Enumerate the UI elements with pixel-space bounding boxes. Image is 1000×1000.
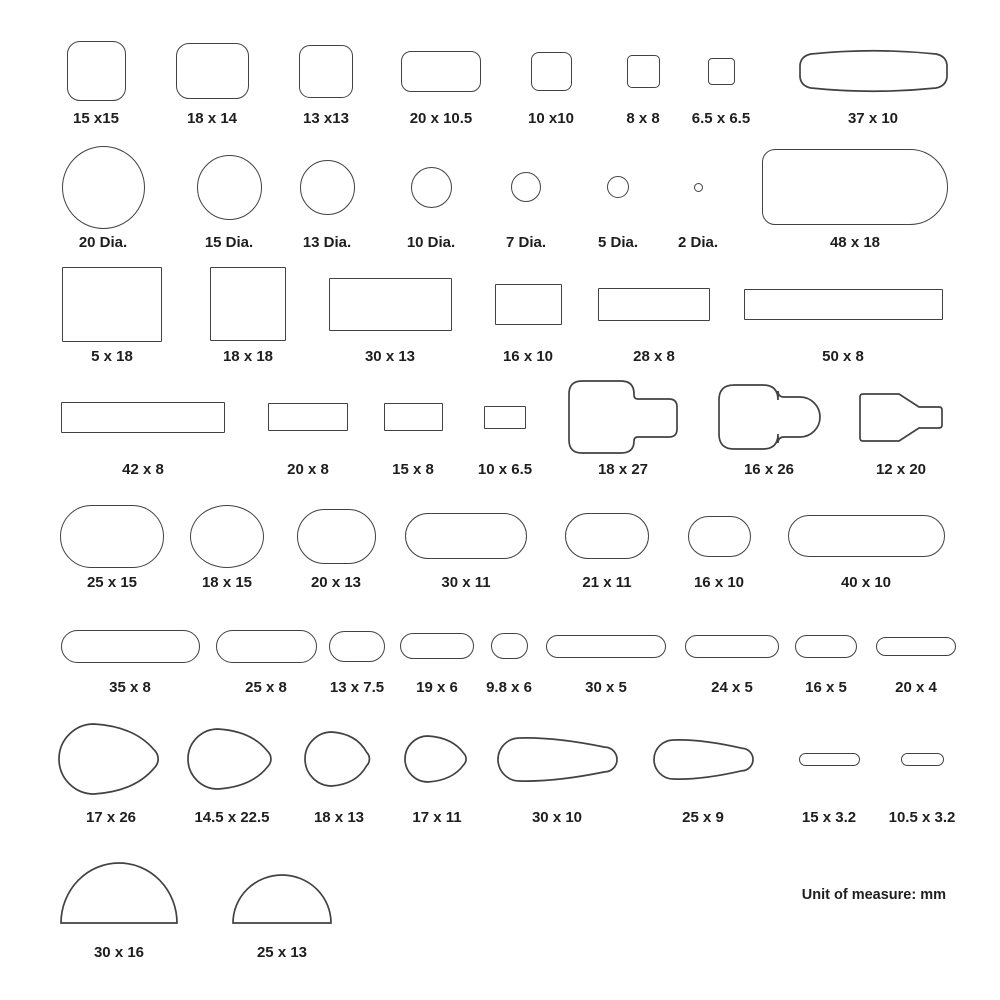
size-label: 18 x 14	[186, 110, 238, 127]
size-label: 15 x 8	[392, 461, 434, 478]
shape-outline-stadium-5-4	[491, 633, 528, 659]
shape-outline-circle-1-4	[511, 172, 541, 202]
size-label: 14.5 x 22.5	[194, 809, 270, 826]
size-label: 16 x 10	[502, 348, 554, 365]
size-label: 20 x 13	[310, 574, 362, 591]
size-label: 5 Dia.	[597, 234, 639, 251]
size-label: 13 x13	[303, 110, 349, 127]
shape-outline-stadium-5-1	[216, 630, 317, 663]
shape-outline-stadium-4-4	[565, 513, 649, 559]
shape-outline-rect-2-3	[495, 284, 562, 325]
size-label: 20 x 10.5	[409, 110, 473, 127]
shape-outline-stadium-5-0	[61, 630, 200, 663]
size-label: 13 Dia.	[302, 234, 352, 251]
size-label: 16 x 26	[743, 461, 795, 478]
size-label: 10 x10	[528, 110, 574, 127]
shape-outline-teardrop-6-1	[187, 728, 277, 790]
size-label: 40 x 10	[840, 574, 892, 591]
shape-outline-rrect-0-6	[708, 58, 735, 85]
shape-outline-circle-1-6	[694, 183, 703, 192]
shape-outline-rrect-0-3	[401, 51, 481, 92]
shape-outline-keyhole-square-3-4	[568, 380, 678, 454]
shape-outline-teardrop-6-3	[404, 735, 471, 783]
shape-outline-halfcircle-7-1	[232, 874, 332, 924]
size-label: 8 x 8	[626, 110, 660, 127]
shape-outline-rect-2-1	[210, 267, 286, 341]
shape-outline-ellipse-4-1	[190, 505, 264, 568]
shape-outline-rect-3-1	[268, 403, 348, 431]
shape-outline-rrect-0-2	[299, 45, 353, 98]
size-label: 9.8 x 6	[486, 679, 532, 696]
size-label: 12 x 20	[875, 461, 927, 478]
size-label: 2 Dia.	[677, 234, 719, 251]
shape-outline-rect-2-0	[62, 267, 162, 342]
size-label: 25 x 9	[682, 809, 724, 826]
shape-outline-circle-1-3	[411, 167, 452, 208]
shape-outline-rect-3-0	[61, 402, 225, 433]
shape-outline-circle-1-5	[607, 176, 629, 198]
size-label: 48 x 18	[829, 234, 881, 251]
shape-outline-halfcircle-7-0	[60, 862, 178, 924]
size-label: 20 x 8	[287, 461, 329, 478]
size-label: 30 x 16	[93, 944, 145, 961]
shape-outline-rrect-0-1	[176, 43, 249, 99]
shape-outline-rect-2-5	[744, 289, 943, 320]
size-label: 19 x 6	[416, 679, 458, 696]
shape-outline-lens-0-7	[799, 49, 948, 93]
size-label: 6.5 x 6.5	[691, 110, 751, 127]
shape-outline-paddle-6-4	[497, 737, 618, 782]
shape-outline-rect-2-4	[598, 288, 710, 321]
shape-outline-rrect-0-4	[531, 52, 572, 91]
size-label: 18 x 18	[222, 348, 274, 365]
size-label: 13 x 7.5	[329, 679, 385, 696]
shape-outline-stadium-5-2	[329, 631, 385, 662]
shape-outline-dshape-1-7	[762, 149, 948, 225]
size-label: 5 x 18	[91, 348, 133, 365]
shape-outline-teardrop-6-2	[304, 731, 375, 787]
shape-outline-stadium-5-8	[876, 637, 956, 656]
size-label: 15 x 3.2	[801, 809, 857, 826]
size-label: 25 x 13	[256, 944, 308, 961]
size-label: 24 x 5	[711, 679, 753, 696]
size-label: 20 Dia.	[78, 234, 128, 251]
shape-outline-keyhole-knob-3-5	[718, 384, 821, 450]
shape-outline-stadium-6-6	[799, 753, 860, 766]
size-label: 42 x 8	[122, 461, 164, 478]
size-label: 15 x15	[73, 110, 119, 127]
shape-outline-stadium-4-2	[297, 509, 376, 564]
shape-outline-paddle-6-5	[653, 739, 754, 780]
size-label: 28 x 8	[633, 348, 675, 365]
size-label: 30 x 11	[441, 574, 491, 591]
shape-outline-rect-3-3	[484, 406, 526, 429]
size-label: 17 x 11	[412, 809, 462, 826]
size-label: 30 x 13	[364, 348, 416, 365]
size-label: 50 x 8	[822, 348, 864, 365]
shape-outline-stadium-5-3	[400, 633, 474, 659]
size-label: 35 x 8	[109, 679, 151, 696]
shape-outline-rrect-0-5	[627, 55, 660, 88]
size-label: 16 x 10	[693, 574, 745, 591]
size-label: 17 x 26	[85, 809, 137, 826]
size-label: 10 Dia.	[406, 234, 456, 251]
shape-outline-stadium-4-5	[688, 516, 751, 557]
shape-outline-rect-2-2	[329, 278, 452, 331]
size-label: 16 x 5	[805, 679, 847, 696]
shape-outline-stadium-6-7	[901, 753, 944, 766]
shape-outline-stadium-5-7	[795, 635, 857, 658]
shape-outline-stadium-4-3	[405, 513, 527, 559]
shape-outline-rect-3-2	[384, 403, 443, 431]
size-label: 37 x 10	[847, 110, 899, 127]
size-label: 10.5 x 3.2	[888, 809, 956, 826]
unit-of-measure-note: Unit of measure: mm	[801, 887, 946, 903]
size-label: 18 x 13	[313, 809, 365, 826]
size-label: 15 Dia.	[204, 234, 254, 251]
size-label: 30 x 10	[531, 809, 583, 826]
shape-outline-circle-1-1	[197, 155, 262, 220]
shape-outline-stadium-5-5	[546, 635, 666, 658]
shape-outline-stadium-4-0	[60, 505, 164, 568]
size-label: 25 x 8	[245, 679, 287, 696]
shape-outline-stadium-5-6	[685, 635, 779, 658]
shape-outline-circle-1-0	[62, 146, 145, 229]
size-label: 7 Dia.	[505, 234, 547, 251]
shape-outline-teardrop-6-0	[58, 723, 165, 795]
shape-outline-circle-1-2	[300, 160, 355, 215]
size-label: 25 x 15	[86, 574, 138, 591]
size-label: 21 x 11	[582, 574, 632, 591]
size-label: 30 x 5	[585, 679, 627, 696]
shape-outline-taper-plug-3-6	[859, 393, 943, 442]
shape-outline-rrect-0-0	[67, 41, 126, 101]
size-label: 20 x 4	[895, 679, 937, 696]
size-label: 18 x 27	[597, 461, 649, 478]
shape-outline-stadium-4-6	[788, 515, 945, 557]
size-label: 10 x 6.5	[477, 461, 533, 478]
size-label: 18 x 15	[201, 574, 253, 591]
